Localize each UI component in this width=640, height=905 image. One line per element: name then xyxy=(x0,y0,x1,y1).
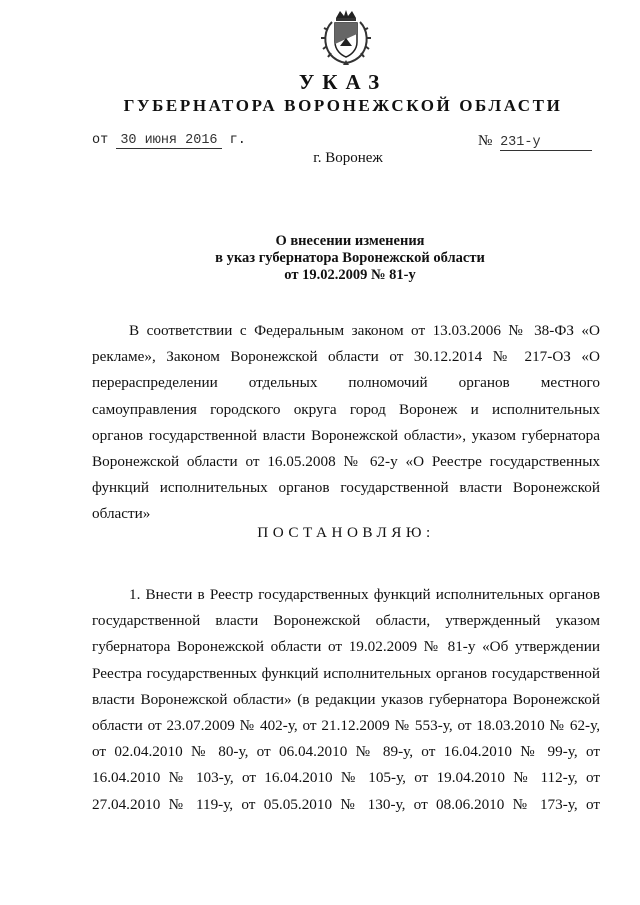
date-suffix: г. xyxy=(229,133,246,148)
text-line: В соответствии с Федеральным законом от 13.03.2006 № 38-ФЗ «О xyxy=(129,322,600,339)
date-value: 30 июня 2016 xyxy=(116,133,221,149)
text-line: губернатора Воронежской области от 19.02.2009 № 81-у «Об утверждении xyxy=(92,638,600,656)
text-line: от 02.04.2010 № 80-у, от 06.04.2010 № 89-у, от 16.04.2010 № 99-у, от xyxy=(92,743,600,761)
text-line: государственной власти Воронежской области, утвержденный указом xyxy=(92,612,600,630)
title-line: О внесении изменения xyxy=(275,233,425,249)
number-sign: № xyxy=(478,133,493,149)
text-line: области от 23.07.2009 № 402-у, от 21.12.2009 № 553-у, от 18.03.2010 № 62-у, xyxy=(92,716,600,734)
decree-issuer: ГУБЕРНАТОРА ВОРОНЕЖСКОЙ ОБЛАСТИ xyxy=(123,96,563,115)
text-line: Реестра государственных функций исполнительных органов государственной xyxy=(92,664,600,682)
decree-number xyxy=(478,133,592,151)
text-line: области» xyxy=(92,505,151,523)
resolve-heading: ПОСТАНОВЛЯЮ: xyxy=(257,524,435,541)
title-line: от 19.02.2009 № 81-у xyxy=(284,267,416,283)
document-title xyxy=(150,233,550,284)
text-line: Воронежской области от 16.05.2008 № 62-у «О Реестре государственных xyxy=(92,452,600,470)
text-line: власти Воронежской области» (в редакции указов губернатора Воронежской xyxy=(92,690,600,708)
item-1-paragraph xyxy=(92,582,600,818)
text-line: 27.04.2010 № 119-у, от 05.05.2010 № 130-у, от 08.06.2010 № 173-у, от xyxy=(92,795,600,813)
text-line: перераспределении отдельных полномочий органов местного xyxy=(92,374,600,392)
text-line: 16.04.2010 № 103-у, от 16.04.2010 № 105-у, от 19.04.2010 № 112-у, от xyxy=(92,769,600,787)
city: г. Воронеж xyxy=(313,150,383,166)
preamble-paragraph xyxy=(92,318,600,528)
text-line: 1. Внести в Реестр государственных функций исполнительных органов xyxy=(129,586,600,603)
text-line: функций исполнительных органов государственной власти Воронежской xyxy=(92,479,600,497)
text-line: органов государственной власти Воронежской области», указом губернатора xyxy=(92,426,600,444)
decree-date xyxy=(92,133,246,149)
decree-heading: УКАЗ xyxy=(298,70,388,94)
text-line: самоуправления городского округа город Воронеж и исполнительных xyxy=(92,400,600,418)
coat-of-arms-emblem xyxy=(318,8,374,66)
date-prefix: от xyxy=(92,133,109,148)
number-value: 231-у xyxy=(500,135,592,151)
title-line: в указ губернатора Воронежской области xyxy=(215,250,485,266)
text-line: рекламе», Законом Воронежской области от 30.12.2014 № 217-ОЗ «О xyxy=(92,348,600,366)
